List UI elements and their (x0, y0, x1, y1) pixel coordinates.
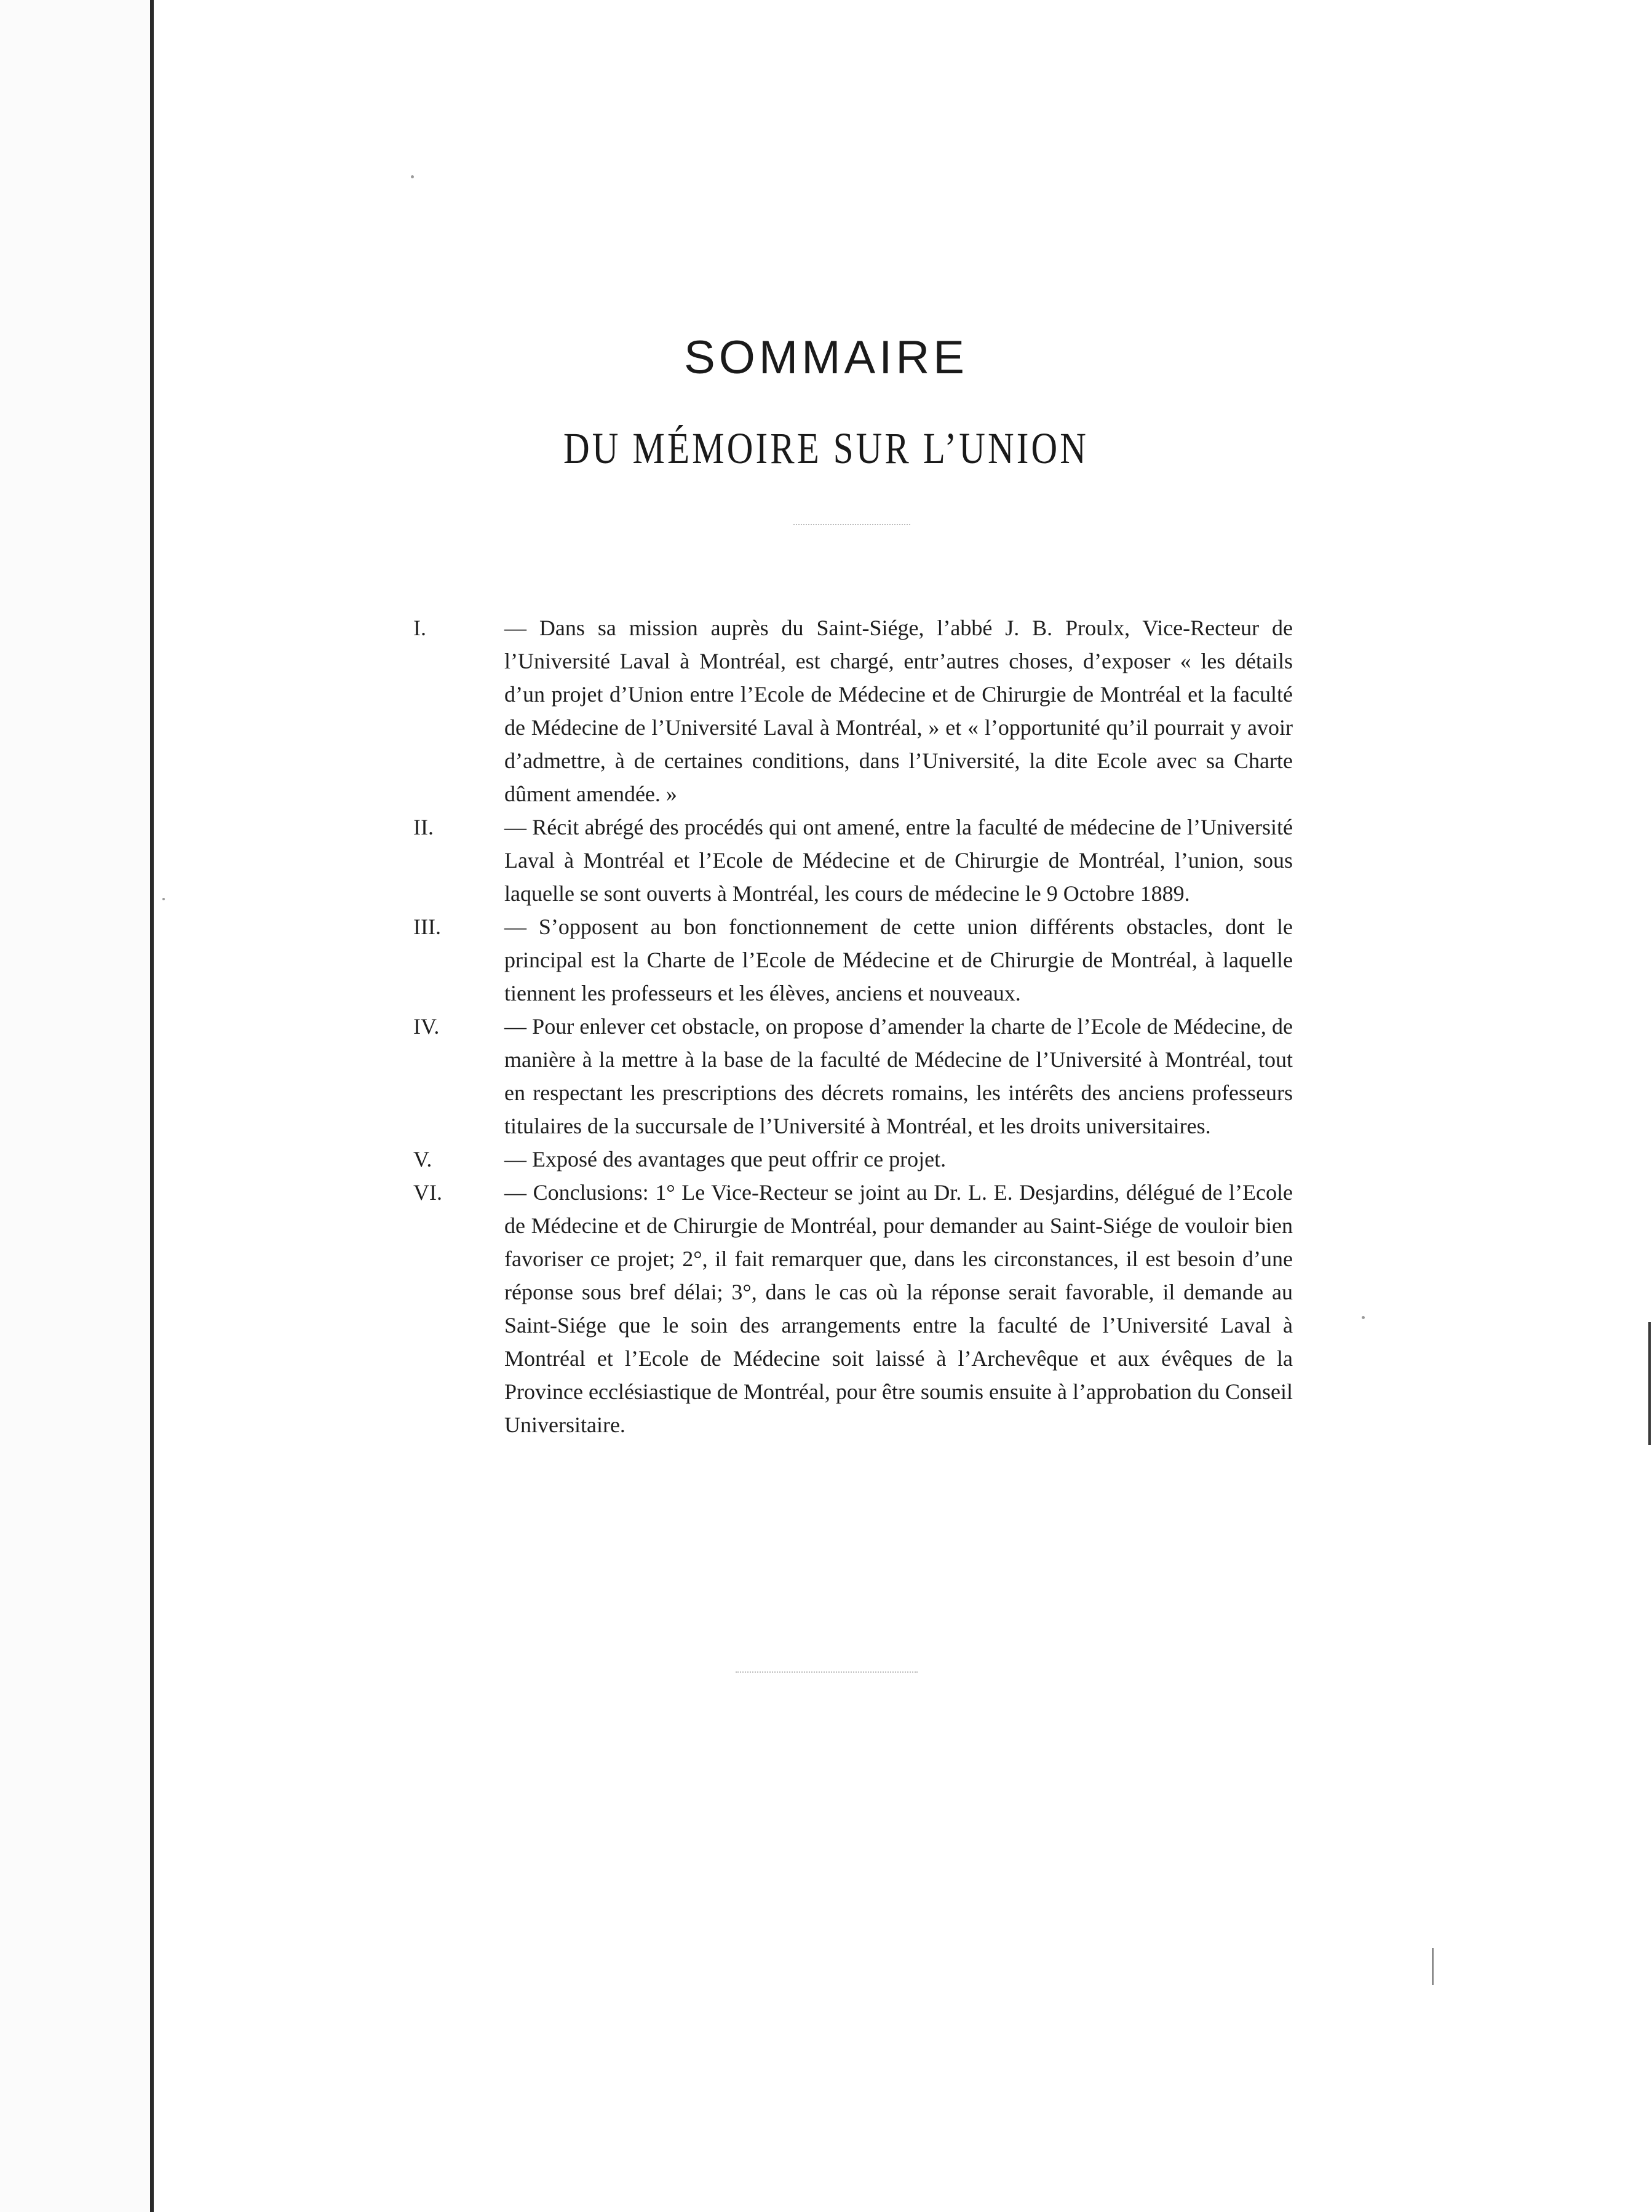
item-numeral: I. (413, 616, 426, 640)
summary-list (413, 611, 1293, 1441)
item-text: — Dans sa mission auprès du Saint-Siége, l’abbé J. B. Proulx, Vice-Recteur de l’Université Laval à Montréal, est chargé, entr’autres choses, d’exposer « les détails d’un projet d’Union entre l’Ecole de Médecine et de Chirurgie de Montréal et la faculté de Médecine de l’Université Laval à Montréal, » et « l’opportunité qu’il pourrait y avoir d’admettre, à de certaines conditions, dans l’Université, la dite Ecole avec sa Charte dûment amendée. » (504, 616, 1293, 806)
title-divider (793, 524, 910, 525)
page-title: SOMMAIRE (684, 331, 968, 384)
summary-item-5 (413, 1143, 1293, 1176)
scan-mark (1432, 1948, 1434, 1985)
item-numeral: III. (413, 914, 441, 939)
scan-speck (411, 175, 414, 178)
scan-speck (162, 898, 165, 900)
summary-item-4 (413, 1010, 1293, 1143)
summary-item-3 (413, 910, 1293, 1010)
item-numeral: IV. (413, 1014, 440, 1039)
scan-edge-mark (1648, 1322, 1651, 1445)
item-text: — Exposé des avantages que peut offrir ce projet. (504, 1147, 947, 1171)
summary-item-6 (413, 1176, 1293, 1441)
closing-divider (736, 1671, 918, 1673)
scan-speck (1362, 1316, 1365, 1319)
item-numeral: VI. (413, 1180, 442, 1205)
item-text: — Pour enlever cet obstacle, on propose d’amender la charte de l’Ecole de Médecine, de manière à la mettre à la base de la faculté de Médecine de l’Université à Montréal, tout en respectant les prescriptions des décrets romains, les intérêts des anciens professeurs titulaires de la succursale de l’Université à Montréal, et les droits universitaires. (504, 1014, 1293, 1138)
page-subtitle: DU MÉMOIRE SUR L’UNION (563, 424, 1089, 473)
item-text: — Récit abrégé des procédés qui ont amené, entre la faculté de médecine de l’Université Laval à Montréal et l’Ecole de Médecine et de Chirurgie de Montréal, l’union, sous laquelle se sont ouverts à Montréal, les cours de médecine le 9 Octobre 1889. (504, 815, 1293, 906)
item-text: — Conclusions: 1° Le Vice-Recteur se joint au Dr. L. E. Desjardins, délégué de l’Ecole de Médecine et de Chirurgie de Montréal, pour demander au Saint-Siége de vouloir bien favoriser ce projet; 2°, il fait remarquer que, dans les circonstances, il est besoin d’une réponse sous bref délai; 3°, dans le cas où la réponse serait favorable, il demande au Saint-Siége que le soin des arrangements entre la faculté de l’Université Laval à Montréal et l’Ecole de Médecine soit laissé à l’Archevêque et aux évêques de la Province ecclésiastique de Montréal, pour être soumis ensuite à l’approbation du Conseil Universitaire. (504, 1180, 1293, 1437)
summary-item-2 (413, 811, 1293, 910)
summary-item-1 (413, 611, 1293, 811)
item-numeral: V. (413, 1147, 432, 1171)
item-numeral: II. (413, 815, 434, 839)
item-text: — S’opposent au bon fonctionnement de cette union différents obstacles, dont le principal est la Charte de l’Ecole de Médecine et de Chirurgie de Montréal, à laquelle tiennent les professeurs et les élèves, anciens et nouveaux. (504, 914, 1293, 1005)
